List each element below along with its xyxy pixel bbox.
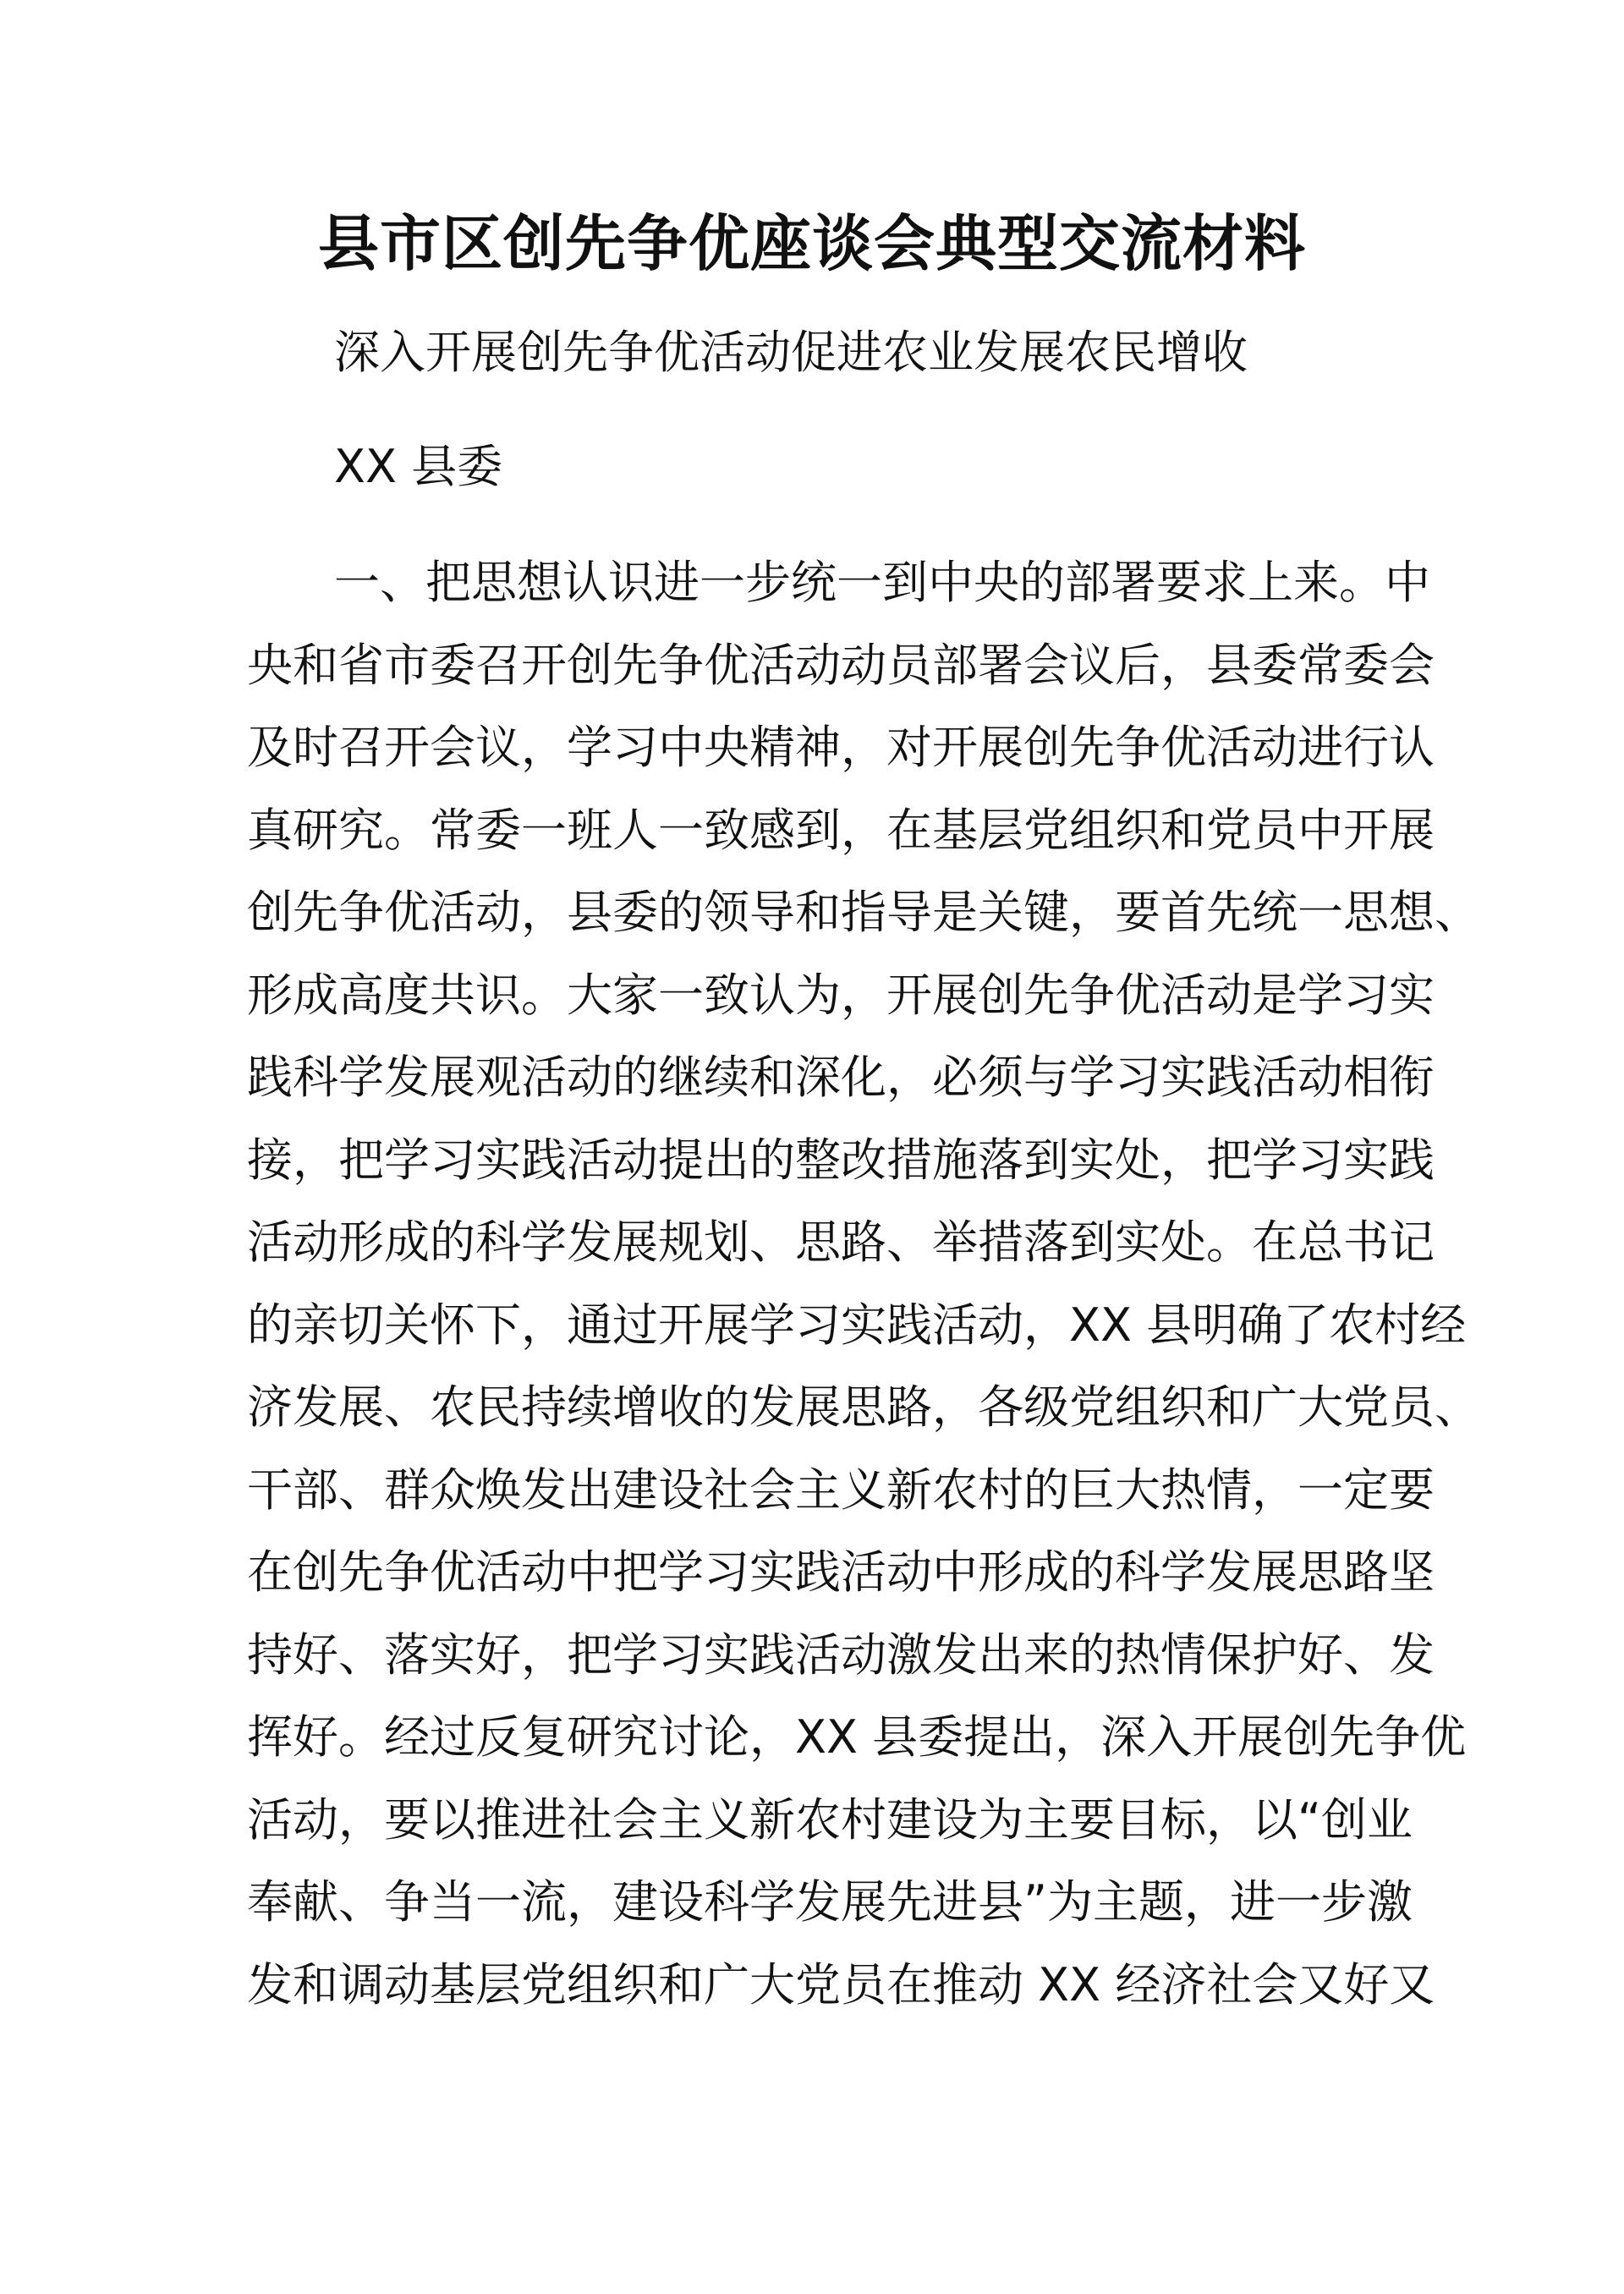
- paragraph-line: 活动形成的科学发展规划、思路、举措落到实处。在总书记: [247, 1216, 1435, 1269]
- paragraph-line: 形成高度共识。大家一致认为，开展创先争优活动是学习实: [247, 968, 1435, 1022]
- paragraph-line: 央和省市委召开创先争优活动动员部署会议后，县委常委会: [247, 638, 1435, 692]
- paragraph-line: 干部、群众焕发出建设社会主义新农村的巨大热情，一定要: [247, 1463, 1435, 1517]
- document-title: 县市区创先争优座谈会典型交流材料: [317, 208, 1306, 279]
- body-paragraph: [247, 541, 1480, 2026]
- paragraph-line: 济发展、农民持续增收的发展思路，各级党组织和广大党员、: [247, 1380, 1480, 1434]
- paragraph-line: 接，把学习实践活动提出的整改措施落到实处，把学习实践: [247, 1133, 1435, 1187]
- paragraph-line: 及时召开会议，学习中央精神，对开展创先争优活动进行认: [247, 721, 1435, 774]
- paragraph-line: 创先争优活动，县委的领导和指导是关键，要首先统一思想、: [247, 886, 1480, 939]
- document-subtitle: 深入开展创先争优活动促进农业发展农民增收: [334, 326, 1248, 379]
- paragraph-line: 发和调动基层党组织和广大党员在推动 XX 经济社会又好又: [247, 1957, 1435, 2011]
- paragraph-line: 活动，要以推进社会主义新农村建设为主要目标，以“创业: [247, 1792, 1413, 1847]
- paragraph-line: 的亲切关怀下，通过开展学习实践活动，XX 县明确了农村经: [247, 1298, 1467, 1352]
- paragraph-line: 在创先争优活动中把学习实践活动中形成的科学发展思路坚: [247, 1545, 1435, 1599]
- paragraph-line: 真研究。常委一班人一致感到，在基层党组织和党员中开展: [247, 803, 1435, 857]
- paragraph-line: 持好、落实好，把学习实践活动激发出来的热情保护好、发: [247, 1627, 1435, 1682]
- paragraph-line: 奉献、争当一流，建设科学发展先进县”为主题，进一步激: [247, 1875, 1413, 1929]
- paragraph-line: 挥好。经过反复研究讨论，XX 县委提出，深入开展创先争优: [247, 1710, 1467, 1764]
- document-author: XX 县委: [334, 440, 503, 493]
- paragraph-line: 践科学发展观活动的继续和深化，必须与学习实践活动相衔: [247, 1051, 1435, 1104]
- paragraph-line: 一、把思想认识进一步统一到中央的部署要求上来。中: [334, 556, 1430, 609]
